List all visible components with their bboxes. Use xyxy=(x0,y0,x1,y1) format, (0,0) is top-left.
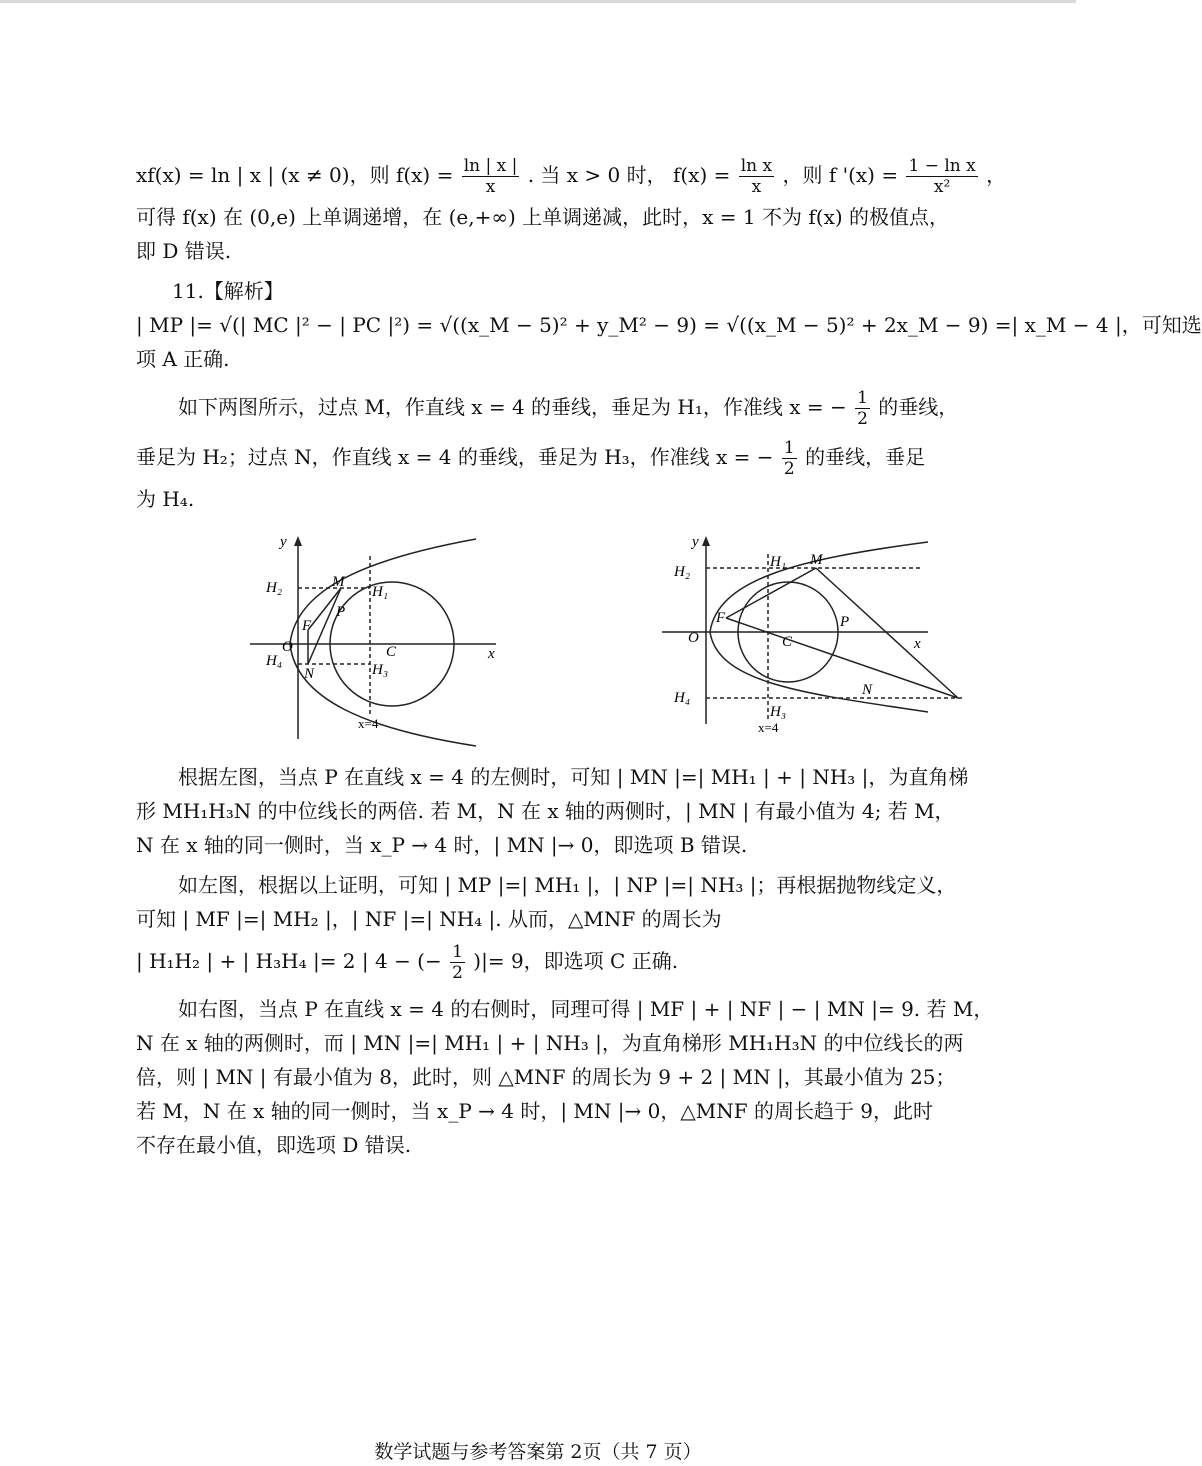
text-segment: ，则 f '(x) = xyxy=(782,163,899,187)
fraction-numerator: 1 − ln x xyxy=(908,156,976,176)
text-segment: . 当 x > 0 时， xyxy=(527,163,667,187)
label-x4: x=4 xyxy=(758,720,779,735)
figures-row xyxy=(136,534,948,752)
text-segment: f(x) = xyxy=(672,163,731,187)
fraction-derivative xyxy=(906,156,977,197)
q11-p5-line-3: 倍，则 | MN | 有最小值为 8，此时，则 △MNF 的周长为 9 + 2 | MN |，其最小值为 25； xyxy=(136,1065,956,1089)
fraction-denominator: 2 xyxy=(452,963,463,983)
label-H3: H₃ xyxy=(372,662,389,678)
text-segment: | H₁H₂ | + | H₃H₄ |= 2 | 4 − (− xyxy=(136,949,442,973)
fraction-denominator: x xyxy=(485,177,496,197)
label-x: x xyxy=(488,646,495,662)
label-M: M xyxy=(810,552,823,568)
label-H4: H₄ xyxy=(674,690,691,706)
text-segment: )|= 9，即选项 C 正确. xyxy=(473,949,679,973)
y-axis-arrow xyxy=(702,536,710,546)
label-O: O xyxy=(688,630,699,646)
q11-p4-line-3 xyxy=(136,936,948,986)
label-y: y xyxy=(692,534,699,550)
fraction-ln-x-over-x xyxy=(739,156,774,197)
text-segment: 垂足为 H₂；过点 N，作直线 x = 4 的垂线，垂足为 H₃，作准线 x = − xyxy=(136,445,774,469)
fraction-numerator: 1 xyxy=(452,942,463,962)
label-N: N xyxy=(862,682,873,698)
fraction-numerator: ln x xyxy=(740,156,773,176)
q11-p5-line-1: 如右图，当点 P 在直线 x = 4 的右侧时，同理可得 | MF | + | NF | − | MN |= 9. 若 M， xyxy=(178,997,994,1021)
fraction-one-half xyxy=(782,438,797,479)
text-segment: ， xyxy=(986,163,1007,187)
fraction-ln-abs-x-over-x xyxy=(462,156,520,197)
fraction-numerator: ln | x | xyxy=(463,156,518,176)
q11-p2-line-1 xyxy=(136,382,959,432)
fraction-denominator: x xyxy=(751,177,762,197)
q11-line-1: | MP |= √(| MC |² − | PC |²) = √((x_M − 5)² + y_M² − 9) = √((x_M − 5)² + 2x_M − 9) =| x_M − 4 |，可知选 xyxy=(136,313,1202,337)
top-border xyxy=(0,0,1076,3)
p10-line-1 xyxy=(136,150,1007,200)
q11-p2-line-3: 为 H₄. xyxy=(136,487,195,511)
p10-line-2: 可得 f(x) 在 (0,e) 上单调递增，在 (e,+∞) 上单调递减，此时，x = 1 不为 f(x) 的极值点， xyxy=(136,205,950,229)
label-H1: H₁ xyxy=(770,554,787,570)
fraction-numerator: 1 xyxy=(857,388,868,408)
segment-FM xyxy=(726,568,816,618)
text-segment: 的垂线， xyxy=(878,395,959,419)
label-M: M xyxy=(332,574,345,590)
q11-p4-line-1: 如左图，根据以上证明，可知 | MP |=| MH₁ |，| NP |=| NH₃ |；再根据抛物线定义， xyxy=(178,873,957,897)
fraction-one-half xyxy=(855,388,870,429)
label-H4: H₄ xyxy=(266,653,283,669)
fraction-denominator: 2 xyxy=(783,459,795,479)
label-N: N xyxy=(304,666,315,682)
label-F: F xyxy=(302,618,312,634)
label-H3: H₃ xyxy=(770,704,787,720)
fraction-denominator: x² xyxy=(933,177,951,197)
text-segment: 的垂线，垂足 xyxy=(805,445,926,469)
segment-FN xyxy=(726,618,958,698)
q11-p4-line-2: 可知 | MF |=| MH₂ |，| NF |=| NH₄ |. 从而，△MNF 的周长为 xyxy=(136,907,722,931)
label-H1: H₁ xyxy=(372,584,389,600)
label-H2: H₂ xyxy=(266,580,283,596)
q11-p3-line-2: 形 MH₁H₃N 的中位线长的两倍. 若 M，N 在 x 轴的两侧时，| MN | 有最小值为 4; 若 M， xyxy=(136,799,955,823)
text-segment: 如下两图所示，过点 M，作直线 x = 4 的垂线，垂足为 H₁，作准线 x = − xyxy=(178,395,847,419)
document-body xyxy=(136,150,1202,1162)
q11-line-2: 项 A 正确. xyxy=(136,347,230,371)
q11-p5-line-2: N 在 x 轴的两侧时，而 | MN |=| MH₁ | + | NH₃ |，为直角梯形 MH₁H₃N 的中位线长的两 xyxy=(136,1031,964,1055)
y-axis-arrow xyxy=(294,536,302,546)
p10-line-3: 即 D 错误. xyxy=(136,239,232,263)
label-x4: x=4 xyxy=(358,716,379,731)
q11-p3-line-1: 根据左图，当点 P 在直线 x = 4 的左侧时，可知 | MN |=| MH₁ | + | NH₃ |，为直角梯 xyxy=(178,765,969,789)
right-figure xyxy=(658,534,938,749)
fraction-denominator: 2 xyxy=(857,409,868,429)
label-H2: H₂ xyxy=(674,564,691,580)
label-O: O xyxy=(282,639,293,655)
label-F: F xyxy=(716,610,726,626)
left-figure xyxy=(246,534,506,749)
label-P: P xyxy=(336,604,346,620)
q11-p5-line-5: 不存在最小值，即选项 D 错误. xyxy=(136,1133,412,1157)
label-C: C xyxy=(782,634,793,650)
fraction-one-half xyxy=(450,942,465,983)
label-y: y xyxy=(280,534,287,550)
label-x: x xyxy=(914,636,921,652)
page-footer: 数学试题与参考答案第 2页（共 7 页） xyxy=(374,1441,702,1463)
text-segment: xf(x) = ln | x | (x ≠ 0)，则 f(x) = xyxy=(136,163,454,187)
q11-p5-line-4: 若 M，N 在 x 轴的同一侧时，当 x_P → 4 时，| MN |→ 0，△MNF 的周长趋于 9，此时 xyxy=(136,1099,934,1123)
label-P: P xyxy=(840,614,850,630)
label-C: C xyxy=(386,644,397,660)
q11-p2-line-2 xyxy=(136,432,948,482)
q11-p3-line-3: N 在 x 轴的同一侧时，当 x_P → 4 时，| MN |→ 0，即选项 B 错误. xyxy=(136,833,748,857)
q11-heading: 11.【解析】 xyxy=(172,279,284,303)
fraction-numerator: 1 xyxy=(783,438,795,458)
